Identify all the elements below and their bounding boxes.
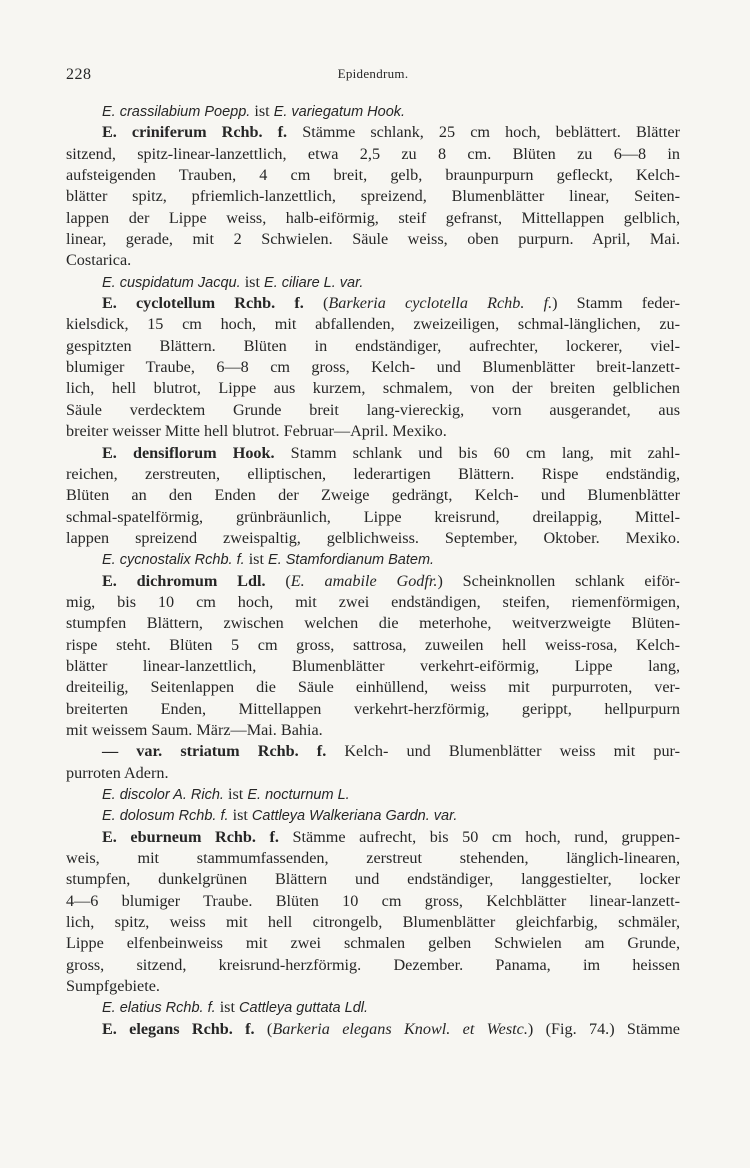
entry-heading: E. criniferum Rchb. f. — [102, 123, 288, 142]
text-span: ) Stamm feder- — [552, 294, 680, 313]
text-line — [66, 1019, 680, 1040]
synonym-name: E. variegatum Hook. — [273, 104, 406, 120]
text-span: Stämme schlank, 25 cm hoch, beblättert. Blätter — [287, 123, 680, 142]
text-line — [66, 549, 680, 570]
text-line — [66, 507, 680, 528]
text-span: lich, hell blutrot, Lippe aus kurzem, schmalem, von der breiten gelblichen — [66, 379, 680, 398]
text-line — [66, 912, 680, 933]
text-span: lappen spreizend zweispaltig, gelblichweiss. September, Oktober. Mexiko. — [66, 528, 680, 547]
text-span: weis, mit stammumfassenden, zerstreut stehenden, länglich-linearen, — [66, 849, 680, 868]
text-span: ( — [254, 1019, 273, 1038]
text-span: aufsteigenden Trauben, 4 cm breit, gelb, braunpurpurn gefleckt, Kelch- — [66, 166, 680, 185]
page-header — [66, 66, 680, 86]
text-span: mit weissem Saum. März—Mai. Bahia. — [66, 720, 323, 739]
text-line — [66, 357, 680, 378]
text-span: breiterten Enden, Mittellappen verkehrt-herzförmig, gerippt, hellpurpurn — [66, 699, 680, 718]
text-span: ist — [240, 272, 265, 291]
text-line — [66, 186, 680, 207]
text-line — [66, 869, 680, 890]
text-line — [66, 443, 680, 464]
text-span: ( — [303, 294, 329, 313]
synonym-name: Cattleya guttata Ldl. — [239, 1000, 369, 1017]
synonym-name: E. discolor A. Rich. — [102, 787, 224, 803]
text-span: stumpfen, dunkelgrünen Blättern und endständiger, langgestielter, locker — [66, 870, 680, 889]
synonym-name: E. elatius Rchb. f. — [102, 1000, 216, 1017]
text-span: Stämme aufrecht, bis 50 cm hoch, rund, gruppen- — [278, 827, 680, 846]
text-line — [66, 464, 680, 485]
text-line — [66, 144, 680, 165]
entry-heading: E. cyclotellum Rchb. f. — [102, 294, 304, 313]
text-span: schmal-spatelförmig, grünbräunlich, Lippe kreisrund, dreilappig, Mittel- — [66, 507, 680, 526]
synonym-name: E. Stamfordianum Batem. — [268, 552, 435, 569]
entry-heading: E. dichromum Ldl. — [102, 571, 266, 590]
text-span: Kelch- und Blumenblätter weiss mit pur- — [326, 742, 680, 761]
text-line — [66, 592, 680, 613]
italic-name: Barkeria cyclotella Rchb. f. — [328, 294, 553, 313]
text-line — [66, 763, 680, 784]
text-line — [66, 485, 680, 506]
italic-name: Barkeria elegans Knowl. et Westc. — [272, 1019, 528, 1038]
text-line — [66, 997, 680, 1018]
text-span: mig, bis 10 cm hoch, mit zwei endständigen, steifen, riemenförmigen, — [66, 592, 680, 611]
text-span: ( — [265, 571, 291, 590]
synonym-name: E. cycnostalix Rchb. f. — [102, 552, 245, 569]
text-line — [66, 272, 680, 293]
text-span: Costarica. — [66, 251, 132, 270]
italic-name: E. amabile Godfr. — [290, 571, 438, 590]
text-line — [66, 122, 680, 143]
text-span: blumiger Traube, 6—8 cm gross, Kelch- und Blumenblätter breit-lanzett- — [66, 358, 680, 377]
synonym-name: E. ciliare L. var. — [264, 274, 364, 291]
entry-heading: — var. striatum Rchb. f. — [102, 742, 327, 761]
text-line — [66, 208, 680, 229]
text-line — [66, 635, 680, 656]
running-head: Epidendrum. — [337, 66, 409, 81]
synonym-name: E. crassilabium Poepp. — [102, 104, 251, 120]
text-span: ist — [223, 785, 248, 803]
text-line — [66, 613, 680, 634]
page-number: 228 — [66, 66, 92, 83]
text-span: breiter weisser Mitte hell blutrot. Februar—April. Mexiko. — [66, 422, 447, 441]
text-span: rispe steht. Blüten 5 cm gross, sattrosa, zuweilen hell weiss-rosa, Kelch- — [66, 635, 680, 654]
text-span: ist — [215, 998, 240, 1017]
text-span: sitzend, spitz-linear-lanzettlich, etwa 2,5 zu 8 cm. Blüten zu 6—8 in — [66, 144, 680, 163]
text-span: kielsdick, 15 cm hoch, mit abfallenden, zweizeiligen, schmal-länglichen, zu- — [66, 315, 680, 334]
text-span: ) (Fig. 74.) Stämme — [527, 1019, 680, 1038]
text-line — [66, 400, 680, 421]
text-span: stumpfen Blättern, zwischen welchen die meterhohe, weitverzweigte Blüten- — [66, 614, 680, 633]
text-line — [66, 848, 680, 869]
text-span: ist — [244, 550, 269, 569]
text-line — [66, 784, 680, 805]
text-line — [66, 250, 680, 271]
text-span: Säule verdecktem Grunde breit lang-viereckig, vorn ausgerandet, aus — [66, 400, 680, 419]
text-line — [66, 165, 680, 186]
text-span: Blüten an den Enden der Zweige gedrängt, Kelch- und Blumenblätter — [66, 486, 680, 505]
text-span: reichen, zerstreuten, elliptischen, lederartigen Blättern. Rispe endständig, — [66, 464, 680, 483]
body-text — [66, 101, 680, 1040]
text-span: Stamm schlank und bis 60 cm lang, mit zahl- — [274, 443, 680, 462]
text-line — [66, 699, 680, 720]
text-line — [66, 677, 680, 698]
text-line — [66, 101, 680, 122]
text-span: blätter linear-lanzettlich, Blumenblätter verkehrt-eiförmig, Lippe lang, — [66, 656, 680, 675]
entry-heading: E. densiflorum Hook. — [102, 443, 275, 462]
text-line — [66, 571, 680, 592]
text-line — [66, 656, 680, 677]
text-span: Lippe elfenbeinweiss mit zwei schmalen gelben Schwielen am Grunde, — [66, 934, 680, 953]
text-line — [66, 229, 680, 250]
text-line — [66, 378, 680, 399]
entry-heading: E. elegans Rchb. f. — [102, 1019, 255, 1038]
entry-heading: E. eburneum Rchb. f. — [102, 827, 279, 846]
text-span: ) Scheinknollen schlank eiför- — [437, 571, 680, 590]
text-line — [66, 741, 680, 762]
text-line — [66, 976, 680, 997]
text-line — [66, 720, 680, 741]
text-line — [66, 933, 680, 954]
synonym-name: E. cuspidatum Jacqu. — [102, 274, 241, 291]
text-span: ist — [228, 806, 252, 825]
text-line — [66, 955, 680, 976]
text-line — [66, 891, 680, 912]
text-span: ist — [250, 102, 274, 120]
text-line — [66, 805, 680, 826]
synonym-name: E. dolosum Rchb. f. — [102, 808, 229, 825]
text-span: lich, spitz, weiss mit hell citrongelb, Blumenblätter gleichfarbig, schmäler, — [66, 913, 680, 932]
text-line — [66, 336, 680, 357]
text-line — [66, 293, 680, 314]
text-span: Sumpfgebiete. — [66, 977, 160, 996]
synonym-name: Cattleya Walkeriana Gardn. var. — [251, 808, 458, 825]
text-span: lappen der Lippe weiss, halb-eiförmig, steif gefranst, Mittellappen gelblich, — [66, 208, 680, 227]
synonym-name: E. nocturnum L. — [247, 787, 350, 803]
text-span: purroten Adern. — [66, 763, 169, 782]
text-span: 4—6 blumiger Traube. Blüten 10 cm gross, Kelchblätter linear-lanzett- — [66, 891, 680, 910]
text-span: dreiteilig, Seitenlappen die Säule einhüllend, weiss mit purpurroten, ver- — [66, 678, 680, 697]
text-span: linear, gerade, mit 2 Schwielen. Säule weiss, oben purpurn. April, Mai. — [66, 230, 680, 249]
text-line — [66, 421, 680, 442]
text-line — [66, 528, 680, 549]
text-line — [66, 314, 680, 335]
text-line — [66, 827, 680, 848]
text-span: gross, sitzend, kreisrund-herzförmig. Dezember. Panama, im heissen — [66, 955, 680, 974]
text-span: gespitzten Blättern. Blüten in endständiger, aufrechter, lockerer, viel- — [66, 336, 680, 355]
text-span: blätter spitz, pfriemlich-lanzettlich, spreizend, Blumenblätter linear, Seiten- — [66, 187, 680, 206]
